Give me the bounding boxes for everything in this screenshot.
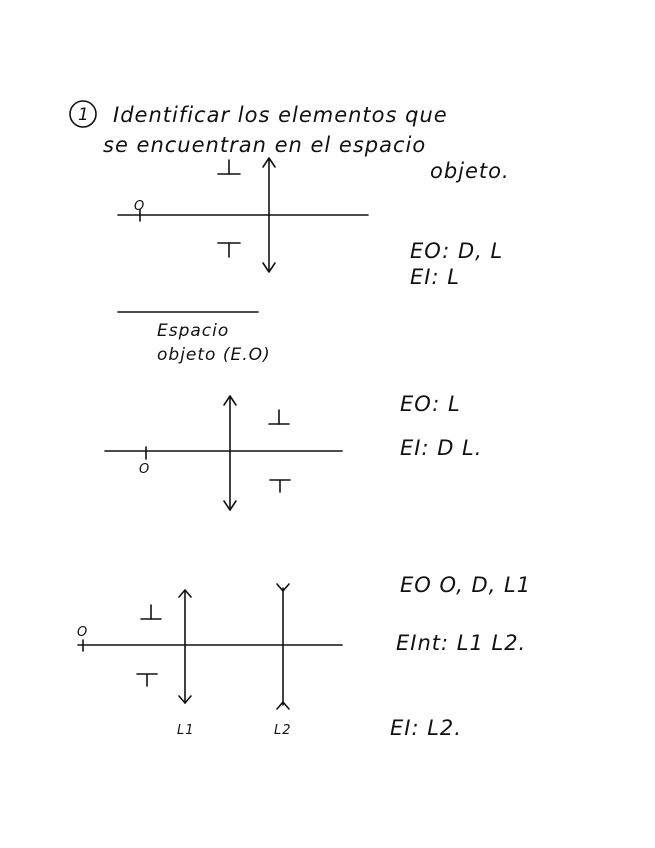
diagram-2 <box>105 392 482 510</box>
answer-ei-1: EI: L <box>410 265 460 289</box>
object-space-caption-2: objeto (E.O) <box>157 345 271 365</box>
lens-L1-label: L1 <box>177 723 195 738</box>
answer-ei-2: EI: D L. <box>400 436 483 460</box>
focal-mark-upper-1 <box>218 160 240 174</box>
exercise-title-line-3: objeto. <box>430 159 510 183</box>
focal-mark-lower-3 <box>137 674 157 686</box>
object-label-1: O <box>134 199 146 214</box>
lens-L1-converging <box>179 590 191 703</box>
exercise-title-line-2: se encuentran en el espacio <box>103 133 427 157</box>
focal-mark-upper-2 <box>269 410 289 424</box>
focal-mark-upper-3 <box>141 605 161 619</box>
exercise-title-line-1: Identificar los elementos que <box>113 103 448 127</box>
exercise-number-marker <box>70 101 96 127</box>
diagram-1 <box>118 158 503 365</box>
answer-ei-3: EI: L2. <box>390 716 462 740</box>
lens-2-converging <box>224 396 236 510</box>
answer-eo-2: EO: L <box>400 392 461 416</box>
object-label-3: O <box>77 625 89 640</box>
object-point-3 <box>77 625 88 651</box>
lens-L2-diverging <box>277 584 289 709</box>
answer-eint-3: EInt: L1 L2. <box>396 631 527 655</box>
object-label-2: O <box>139 462 151 477</box>
answer-eo-3: EO O, D, L1 <box>400 573 532 597</box>
object-point-1 <box>134 199 145 221</box>
exercise-number: 1 <box>78 105 90 125</box>
focal-mark-lower-2 <box>270 480 290 492</box>
object-space-caption-1: Espacio <box>157 321 230 341</box>
diagram-3 <box>77 573 531 740</box>
lens-L2-label: L2 <box>274 723 292 738</box>
answer-eo-1: EO: D, L <box>410 239 504 263</box>
focal-mark-lower-1 <box>218 243 240 257</box>
